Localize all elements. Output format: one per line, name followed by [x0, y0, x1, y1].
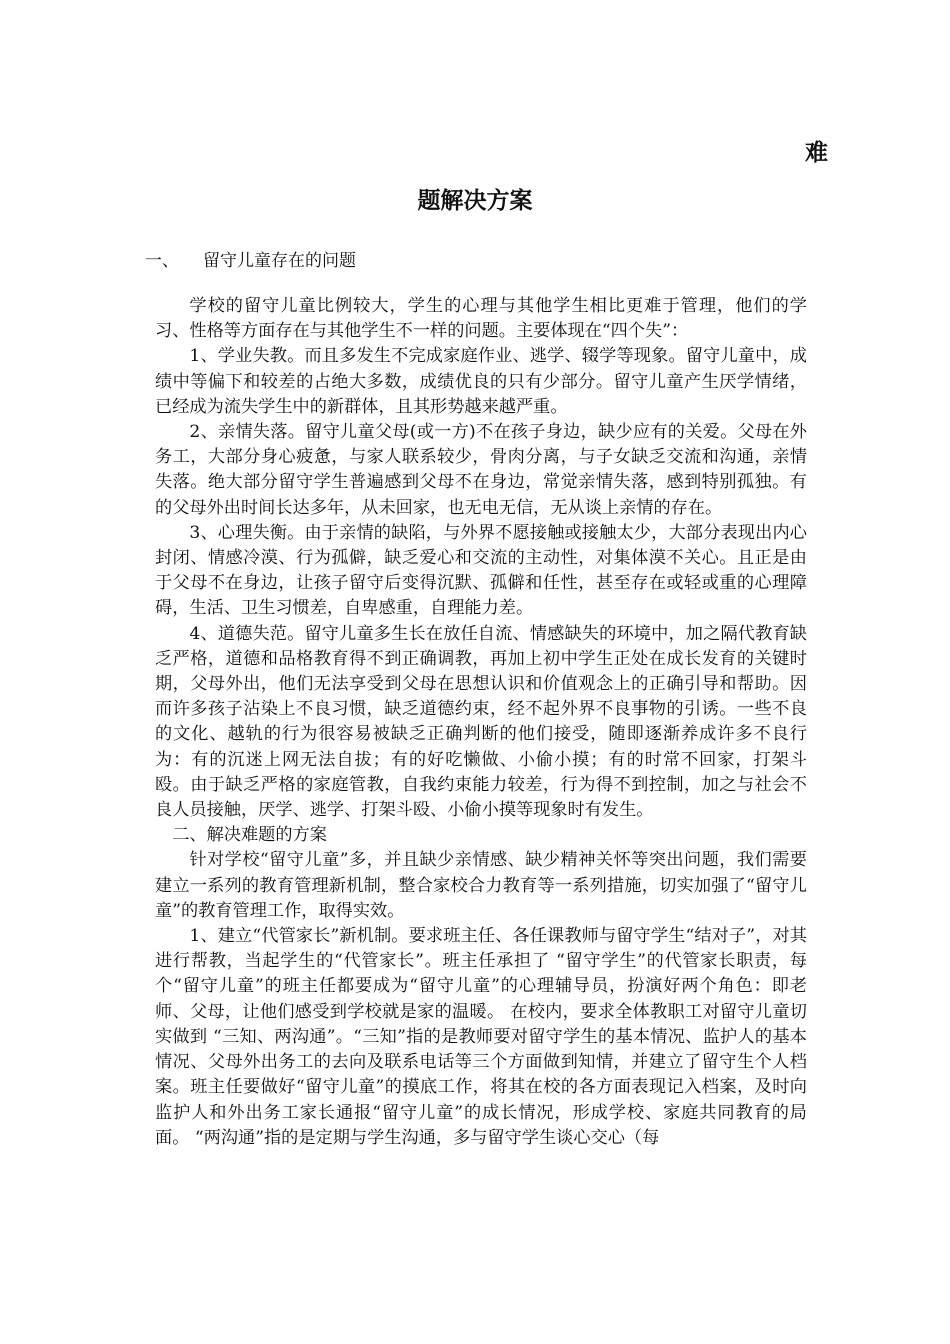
section-1-heading [145, 248, 356, 274]
paragraph-point-1: 1、学业失教。而且多发生不完成家庭作业、逃学、辍学等现象。留守儿童中，成绩中等偏下和较差的占绝大多数，成绩优良的只有少部分。留守儿童产生厌学情绪，已经成为流失学生中的新群体，且其形势越来越严重。 [155, 346, 807, 417]
section-1-title: 留守儿童存在的问题 [203, 251, 356, 271]
paragraph-point-2: 2、亲情失落。留守儿童父母(或一方)不在孩子身边，缺少应有的关爱。父母在外务工，大部分身心疲惫，与家人联系较少，骨肉分离，与子女缺乏交流和沟通，亲情失落。绝大部分留守学生普遍感到父母不在身边，常觉亲情失落，感到特别孤独。有的父母外出时间长达多年，从未回家，也无电无信，无从谈上亲情的存在。 [155, 422, 807, 518]
paragraph-solution-intro: 针对学校“留守儿童”多，并且缺少亲情感、缺少精神关怀等突出问题，我们需要建立一系列的教育管理新机制，整合家校合力教育等一系列措施，切实加强了“留守儿童”的教育管理工作，取得实效。 [155, 850, 807, 921]
paragraph-solution-1: 1、建立“代管家长”新机制。要求班主任、各任课教师与留守学生“结对子”，对其进行帮教，当起学生的“代管家长”。班主任承担了 “留守学生”的代管家长职责，每个“留守儿童”的班主任都要成为“留守儿童”的心理辅导员，扮演好两个角色：即老师、父母，让他们感受到学校就是家的温暖。 在校内，要求全体教职工对留守儿童切实做到 “三知、两沟通”。“三知”指的是教师要对留守学生的基本情况、监护人的基本情况、父母外出务工的去向及联系电话等三个方面做到知情，并建立了留守生个人档案。班主任要做好“留守儿童”的摸底工作，将其在校的各方面表现记入档案，及时向监护人和外出务工家长通报“留守儿童”的成长情况，形成学校、家庭共同教育的局面。 “两沟通”指的是定期与学生沟通，多与留守学生谈心交心（每 [155, 926, 807, 1148]
title-line-2: 题解决方案 [417, 188, 533, 214]
paragraph-point-3: 3、心理失衡。由于亲情的缺陷，与外界不愿接触或接触太少，大部分表现出内心封闭、情感冷漠、行为孤僻，缺乏爱心和交流的主动性，对集体漠不关心。且正是由于父母不在身边，让孩子留守后变得沉默、孤僻和任性，甚至存在或轻或重的心理障碍，生活、卫生习惯差，自卑感重，自理能力差。 [155, 522, 807, 619]
paragraph-point-4: 4、道德失范。留守儿童多生长在放任自流、情感缺失的环境中，加之隔代教育缺乏严格，道德和品格教育得不到正确调教，再加上初中学生正处在成长发育的关键时期，父母外出，他们无法享受到父母在思想认识和价值观念上的正确引导和帮助。因而许多孩子沾染上不良习惯，缺乏道德约束，经不起外界不良事物的引诱。一些不良的文化、越轨的行为很容易被缺乏正确判断的他们接受，随即逐渐养成许多不良行为：有的沉迷上网无法自拔；有的好吃懒做、小偷小摸；有的时常不回家，打架斗殴。由于缺乏严格的家庭管教，自我约束能力较差，行为得不到控制，加之与社会不良人员接触，厌学、逃学、打架斗殴、小偷小摸等现象时有发生。 [155, 623, 807, 821]
paragraph-intro: 学校的留守儿童比例较大，学生的心理与其他学生相比更难于管理，他们的学习、性格等方面存在与其他学生不一样的问题。主要体现在“四个失”： [155, 296, 807, 342]
section-1-number: 一、 [145, 251, 179, 271]
section-2-heading: 二、解决难题的方案 [172, 825, 327, 846]
document-body [155, 294, 807, 1151]
title-line-1: 难 [805, 140, 828, 166]
